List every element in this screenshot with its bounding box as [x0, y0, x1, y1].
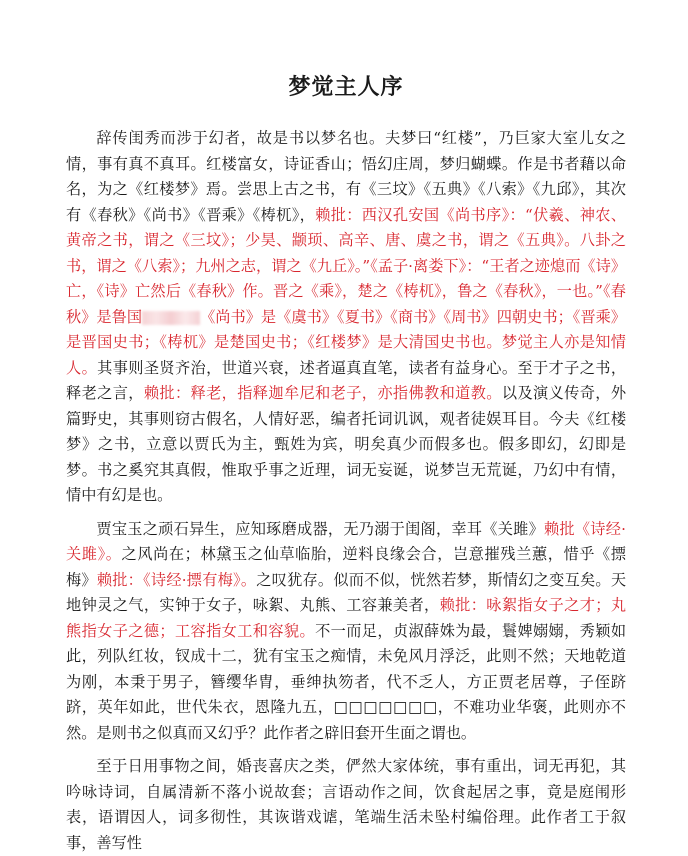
annotation-text: 赖批：西汉孔安国《尚书序》：“伏羲、神农、黄帝之书，谓之《三坟》；少昊、颛顼、高辛、唐、虞之书，谓之《五典》。八卦之书，谓之《八索》；九州之志，谓之《九丘》。”《孟子·离娄下》：“王者之迹熄而《诗》亡，《诗》亡然后《春秋》作。晋之《乘》，楚之《梼杌》，鲁之《春秋》，一也。”《春秋》是鲁国	[66, 205, 626, 326]
annotation-text: 赖批：咏絮指女子之才；丸熊指女子之德；工容指女工和容貌。	[66, 596, 627, 640]
annotation-text: 《尚书》是《虞书》《夏书》《商书》《周书》四朝史书；《晋乘》是晋国史书；《梼杌》是楚国史书；《红楼梦》是大清国史书也。梦觉主人亦是知情人。	[66, 307, 626, 377]
body-text: 贾宝玉之顽石异生，应知琢磨成器，无乃溺于闺阁，幸耳《关雎》	[96, 519, 544, 538]
paragraph	[66, 126, 626, 509]
annotation-text: 赖批：《诗经·摽有梅》。	[96, 570, 257, 589]
body-text: 其事则圣贤齐治，世道兴衰，述者逼真直笔，读者有益身心。至于才子之书，释老之言，	[66, 358, 627, 402]
paragraph	[66, 517, 626, 747]
body-text: 辞传闺秀而涉于幻者，故是书以梦名也。夫梦曰“红楼”，乃巨家大室儿女之情，事有真不真耳。红楼富女，诗证香山；悟幻庄周，梦归蝴蝶。作是书者藉以命名，为之《红楼梦》焉。尝思上古之书，有《三坟》《五典》《八索》《九邱》，其次有《春秋》《尚书》《晋乘》《梼杌》，	[66, 129, 626, 224]
annotation-text: 赖批：释老，指释迦牟尼和老子，亦指佛教和道教。	[143, 384, 502, 402]
body-text: 至于日用事物之间，婚丧喜庆之类，俨然大家体统，事有重出，词无再犯，其吟咏诗词，自属清新不落小说故套；言语动作之间，饮食起居之事，竟是庭闱形表，语谓因人，词多彻性，其诙谐戏谑，笔端生活未坠村编俗理。此作者工于叙事，善写性	[66, 757, 626, 852]
body-text: 之风尚在；林黛玉之仙草临胎，逆料良缘会合，岂意摧残兰蕙，惜乎《摽梅》	[66, 545, 627, 589]
body-text: 之叹犹存。似而不似，恍然若梦，斯情幻之变互矣。天地钟灵之气，实钟于女子，咏絮、丸熊、工容兼美者，	[66, 570, 627, 614]
body-text: 不一而足，贞淑薛姝为最，鬟婢嫋嫋，秀颖如此，列队红妆，钗成十二，犹有宝玉之痴情，未免风月浮泛，此则不然；天地乾道为刚，本秉于男子，簪缨华胄，垂绅执笏者，代不乏人，方正贾老居尊，子侄跻跻，英年如此，世代朱衣，恩隆九五，□□□□□□□，不难功业华褒，此则亦不然。是则书之似真而又幻乎？此作者之辟旧套开生面之谓也。	[66, 621, 627, 742]
page-title: 梦觉主人序	[288, 74, 404, 100]
annotation-text: 赖批《诗经·关雎》。	[66, 519, 627, 563]
body-text: 以及演义传奇，外篇野史，其事则窃古假名，人情好恶，编者托词讥讽，观者徒娱耳目。今夫《红楼梦》之书，立意以贾氏为主，甄姓为宾，明矣真少而假多也。假多即幻，幻即是梦。书之奚究其真假，惟取乎事之近理，词无妄诞，说梦岂无荒诞，乃幻中有情，情中有幻是也。	[66, 384, 627, 504]
redacted-text	[142, 311, 200, 325]
document-body	[66, 126, 626, 856]
paragraph	[66, 754, 626, 856]
